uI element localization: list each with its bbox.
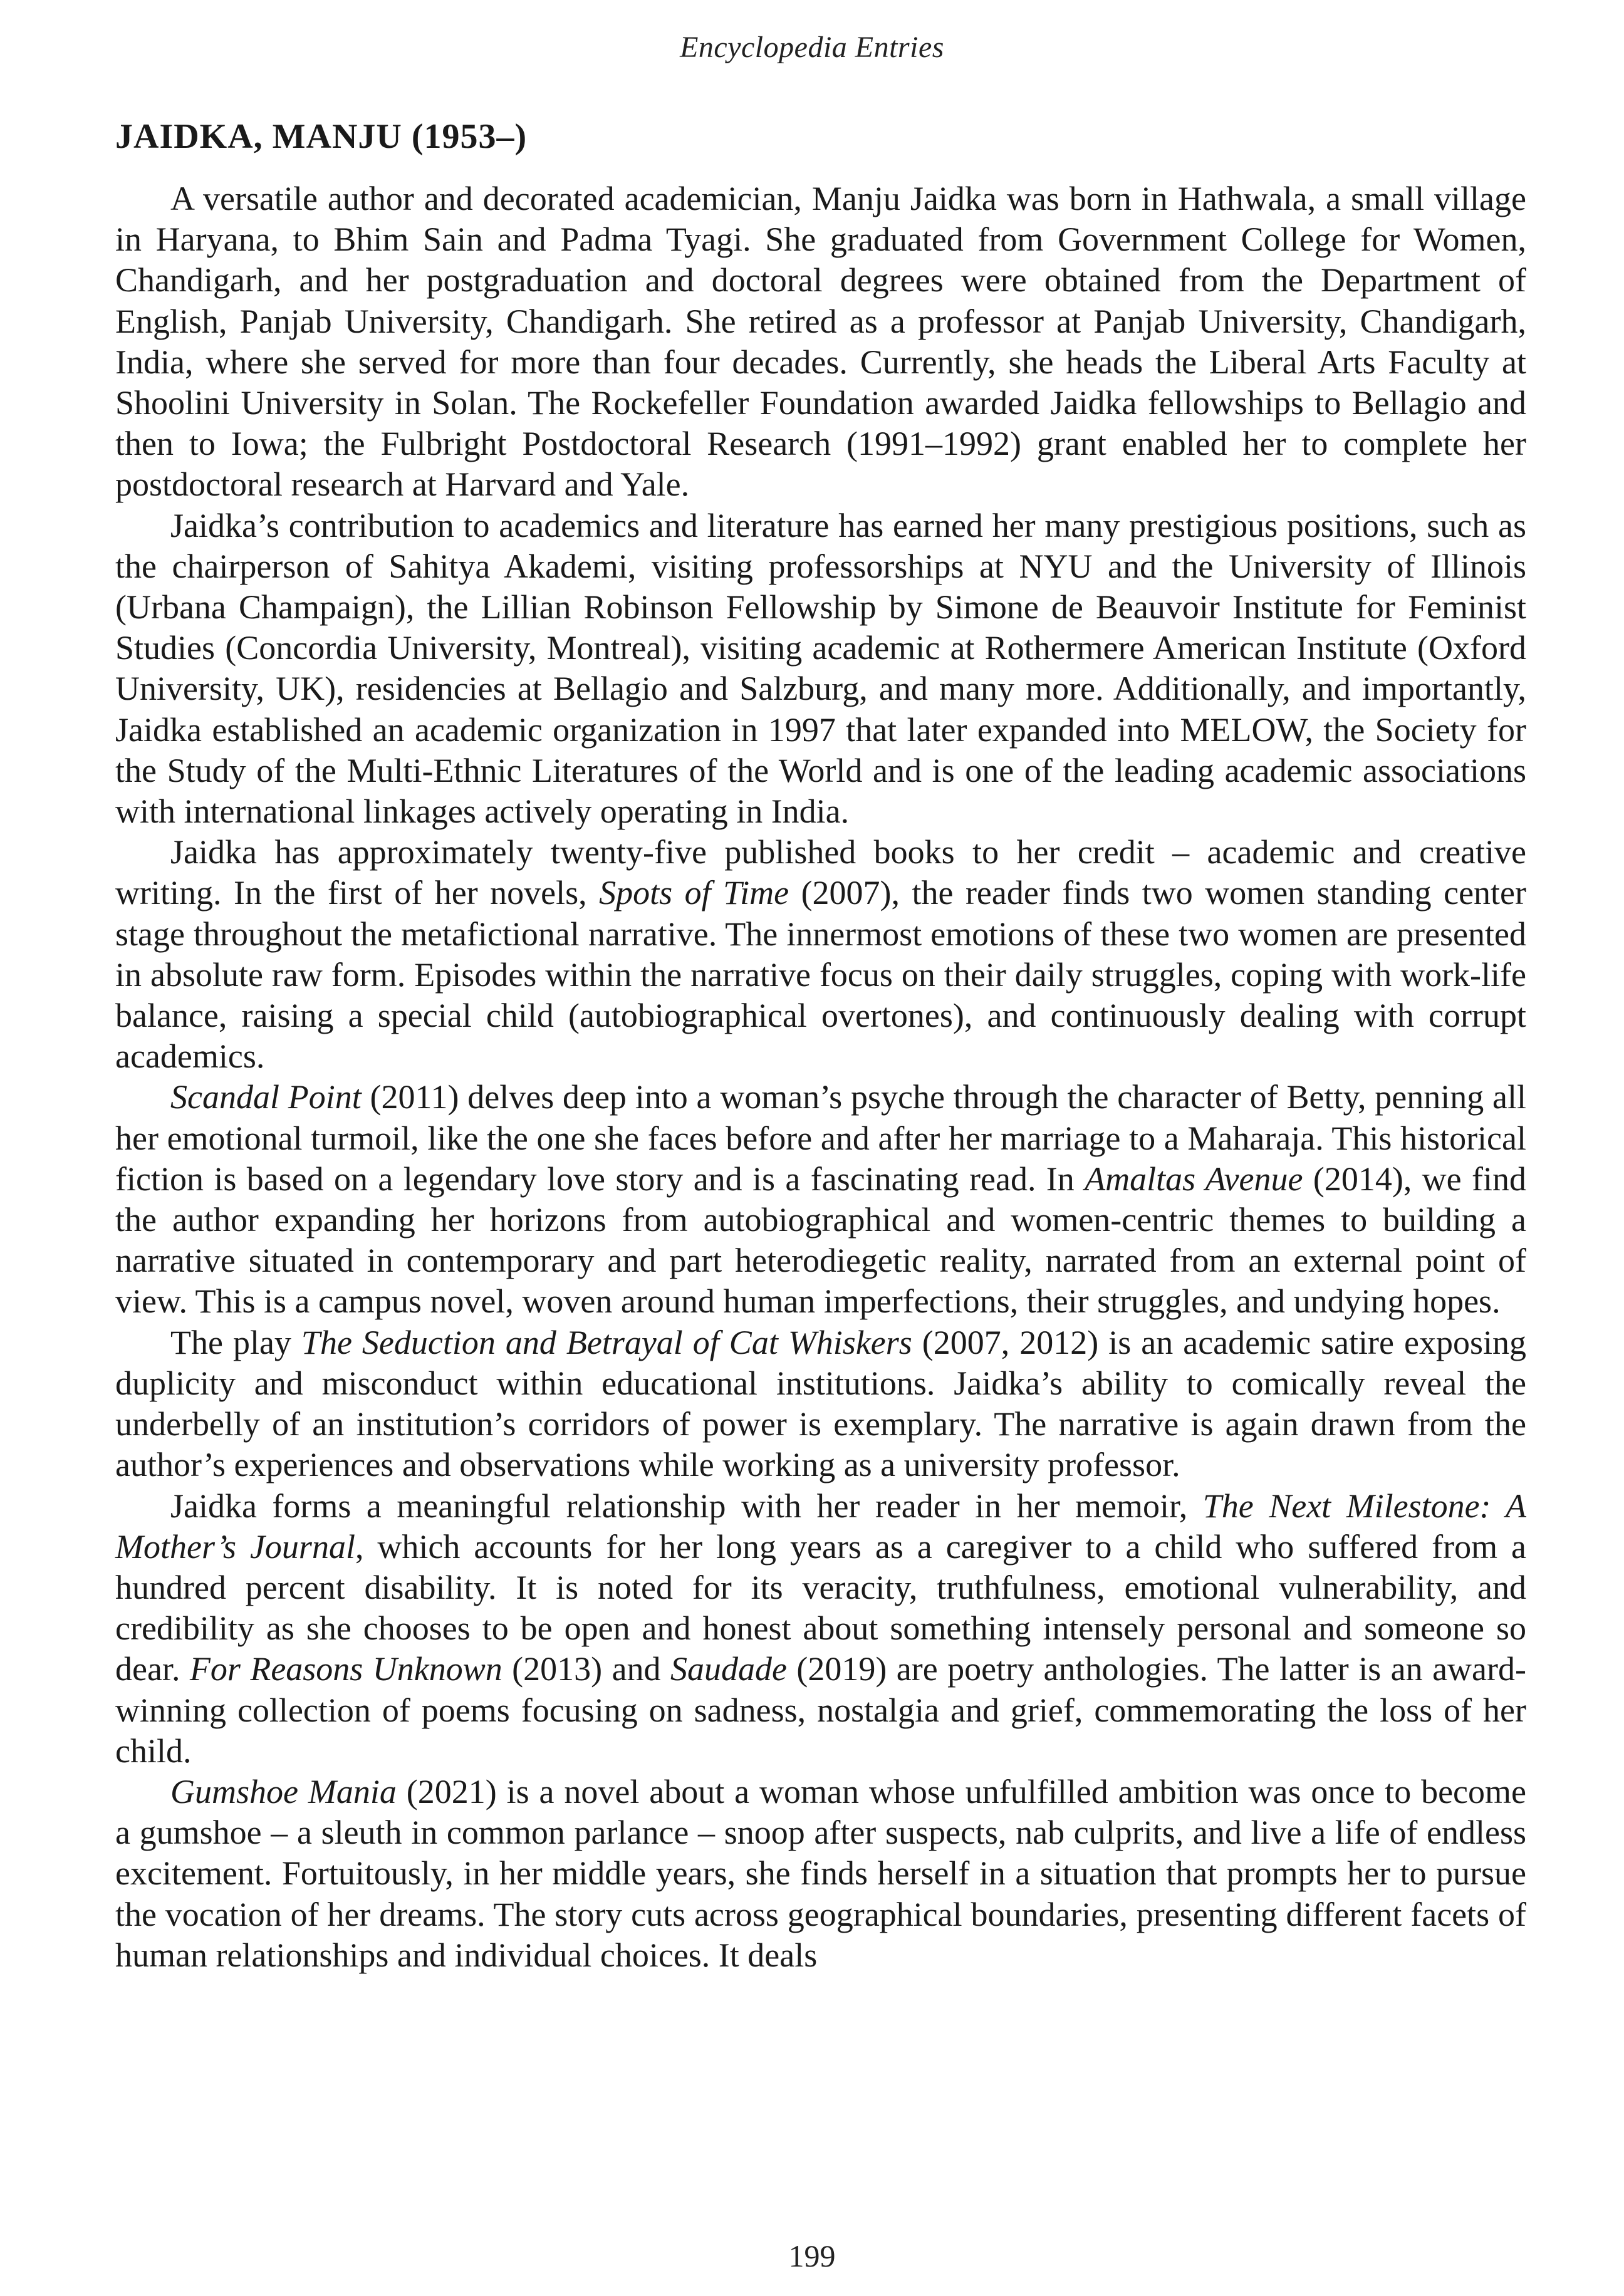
text-run: Jaidka’s contribution to academics and literature has earned her many prestigious positions, such as the chairperson of Sahitya Akademi, visiting professorships at NYU and the University of Illinois (Urbana Champaign), the Lillian Robinson Fellowship by Simone de Beauvoir Institute for Feminist Studies (Concordia University, Montreal), visiting academic at Rothermere American Institute (Oxford University, UK), residencies at Bellagio and Salzburg, and many more. Additionally, and importantly, Jaidka established an academic organization in 1997 that later expanded into MELOW, the Society for the Study of the Multi-Ethnic Literatures of the World and is one of the leading academic associations with international linkages actively operating in India. [115, 506, 1526, 831]
running-head: Encyclopedia Entries [680, 31, 944, 64]
paragraph-spots-of-time [115, 832, 1526, 1077]
paragraph-memoir-poetry [115, 1486, 1526, 1772]
work-title: The Seduction and Betrayal of Cat Whiskers [301, 1323, 912, 1361]
work-title: Gumshoe Mania [170, 1772, 397, 1810]
entry-title: JAIDKA, MANJU (1953–) [115, 117, 528, 156]
entry-body [115, 179, 1526, 1976]
page-number: 199 [788, 2238, 836, 2273]
work-title: The Next Milestone: A Mother’s Journal [115, 1487, 1526, 1566]
text-run: Jaidka forms a meaningful relationship with her reader in her memoir, [170, 1487, 1203, 1525]
text-run: Jaidka has approximately twenty-five published books to her credit – academic and creative writing. In the first of her novels, [115, 833, 1526, 912]
paragraph-gumshoe-mania [115, 1772, 1526, 1976]
work-title: For Reasons Unknown [189, 1650, 502, 1688]
text-run: (2014), we find the author expanding her horizons from autobiographical and women-centric themes to building a narrative situated in contemporary and part heterodiegetic reality, narrated from an external point of view. This is a campus novel, woven around human imperfections, their struggles, and undying hopes. [115, 1160, 1527, 1321]
paragraph-positions [115, 506, 1526, 833]
text-run: (2013) and [502, 1650, 670, 1688]
text-run: (2007), the reader finds two women standing center stage throughout the metafictional narrative. The innermost emotions of these two women are presented in absolute raw form. Episodes within the narrative focus on their daily struggles, coping with work-life balance, raising a special child (autobiographical overtones), and continuously dealing with corrupt academics. [115, 874, 1526, 1076]
work-title: Spots of Time [599, 874, 789, 912]
paragraph-biography [115, 179, 1526, 506]
work-title: Amaltas Avenue [1085, 1160, 1303, 1198]
text-run: , which accounts for her long years as a caregiver to a child who suffered from a hundred percent disability. It is noted for its veracity, truthfulness, emotional vulnerability, and credibility as she chooses to be open and honest about something intensely personal and someone so dear. [115, 1527, 1527, 1688]
text-run: A versatile author and decorated academician, Manju Jaidka was born in Hathwala, a small village in Haryana, to Bhim Sain and Padma Tyagi. She graduated from Government College for Women, Chandigarh, and her postgraduation and doctoral degrees were obtained from the Department of English, Panjab University, Chandigarh. She retired as a professor at Panjab University, Chandigarh, India, where she served for more than four decades. Currently, she heads the Liberal Arts Faculty at Shoolini University in Solan. The Rockefeller Foundation awarded Jaidka fellowships to Bellagio and then to Iowa; the Fulbright Postdoctoral Research (1991–1992) grant enabled her to complete her postdoctoral research at Harvard and Yale. [115, 180, 1526, 504]
work-title: Scandal Point [170, 1078, 362, 1116]
paragraph-cat-whiskers [115, 1322, 1526, 1486]
paragraph-scandal-point [115, 1077, 1526, 1322]
text-run: (2007, 2012) is an academic satire exposing duplicity and misconduct within educational institutions. Jaidka’s ability to comically reveal the underbelly of an institution’s corridors of power is exemplary. The narrative is again drawn from the author’s experiences and observations while working as a university professor. [115, 1323, 1526, 1484]
text-run: (2021) is a novel about a woman whose unfulfilled ambition was once to become a gumshoe – a sleuth in common parlance – snoop after suspects, nab culprits, and live a life of endless excitement. Fortuitously, in her middle years, she finds herself in a situation that prompts her to pursue the vocation of her dreams. The story cuts across geographical boundaries, presenting different facets of human relationships and individual choices. It deals [115, 1772, 1527, 1974]
work-title: Saudade [670, 1650, 787, 1688]
text-run: (2019) are poetry anthologies. The latter is an award-winning collection of poems focusing on sadness, nostalgia and grief, commemorating the loss of her child. [115, 1650, 1526, 1770]
text-run: The play [170, 1323, 301, 1361]
text-run: (2011) delves deep into a woman’s psyche through the character of Betty, penning all her emotional turmoil, like the one she faces before and after her marriage to a Maharaja. This historical fiction is based on a legendary love story and is a fascinating read. In [115, 1078, 1527, 1198]
